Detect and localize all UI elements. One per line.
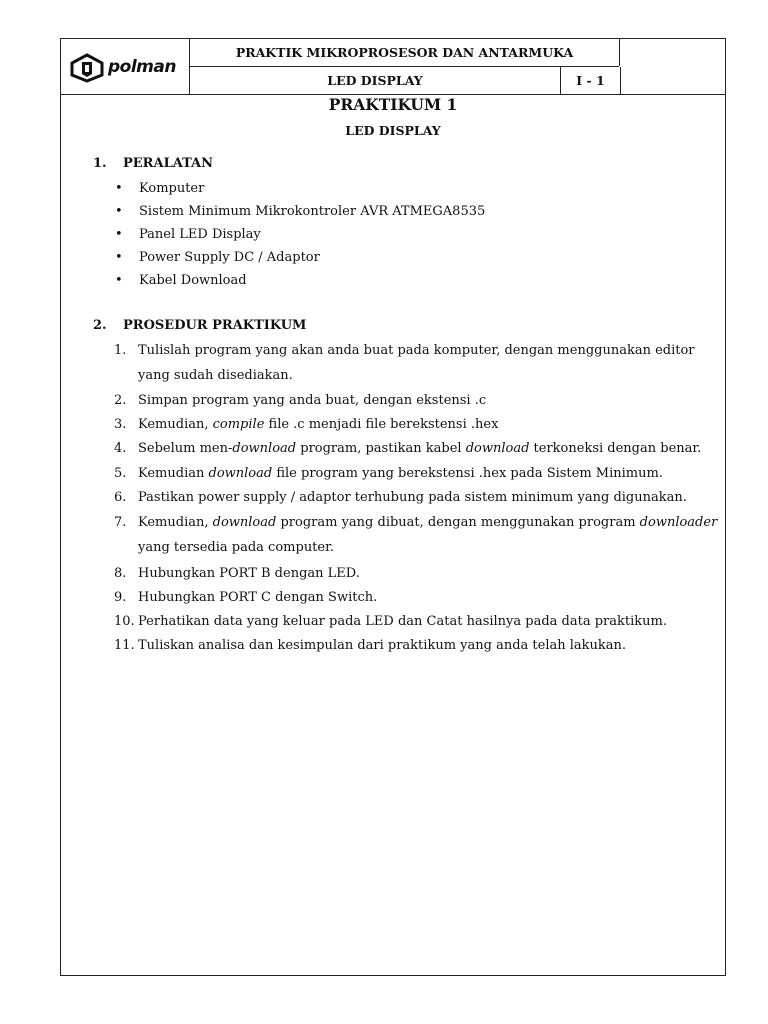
module-title: LED DISPLAY — [327, 73, 423, 88]
section-label: PERALATAN — [123, 156, 214, 171]
bullet-icon: • — [115, 204, 123, 219]
bullet-icon: • — [115, 227, 123, 242]
logo-cell — [61, 39, 190, 94]
bullet-icon: • — [115, 273, 123, 288]
polman-logo-icon — [69, 53, 105, 83]
section-number: 2. — [93, 318, 107, 333]
document-header — [61, 39, 725, 95]
course-title: PRAKTIK MIKROPROSESOR DAN ANTARMUKA — [190, 39, 619, 67]
section-label: PROSEDUR PRAKTIKUM — [123, 318, 307, 333]
bullet-icon: • — [115, 181, 123, 196]
document-title: PRAKTIKUM 1 — [328, 95, 458, 114]
document-subtitle: LED DISPLAY — [345, 123, 441, 138]
page-code: I - 1 — [560, 67, 621, 94]
section-number: 1. — [93, 156, 107, 171]
page-frame — [60, 38, 726, 976]
title-right-cell — [619, 39, 726, 66]
bullet-icon: • — [115, 250, 123, 265]
logo-text: polman — [108, 57, 176, 77]
